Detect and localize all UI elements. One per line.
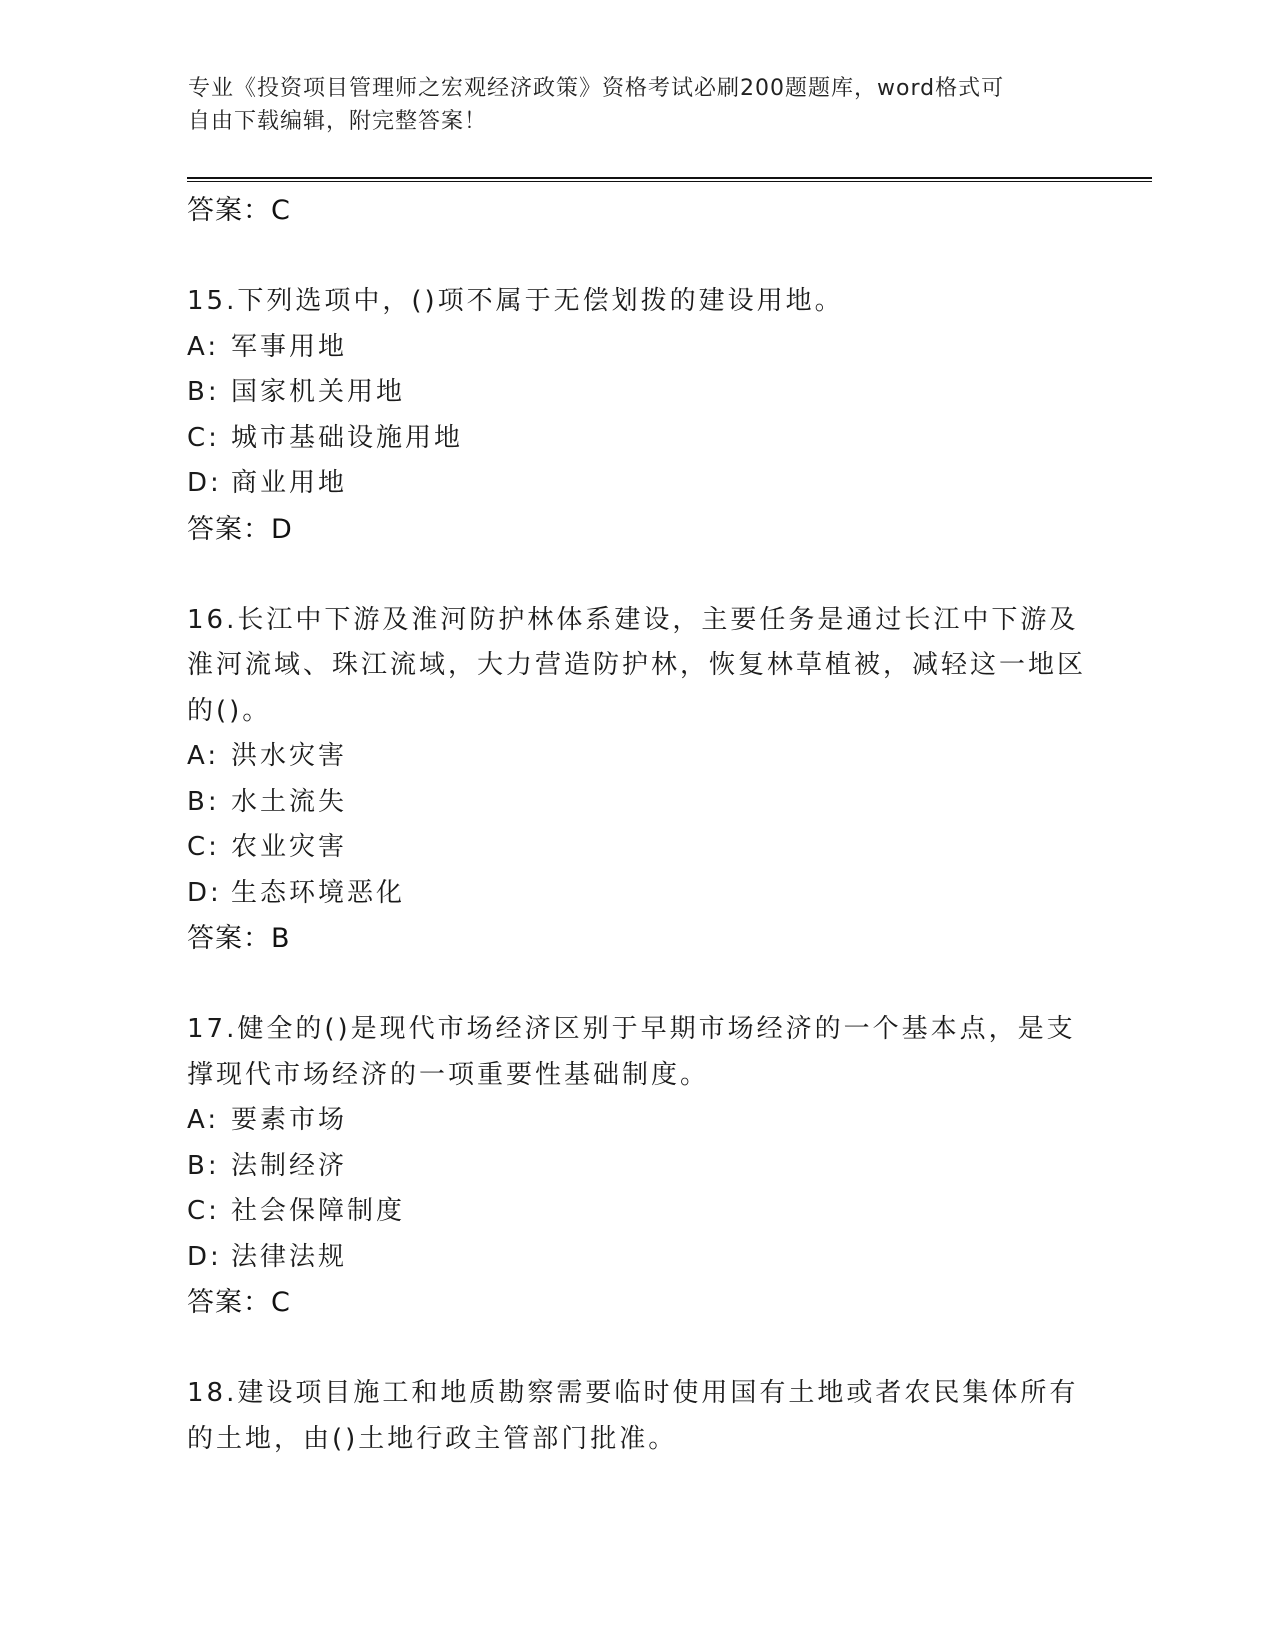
spacer bbox=[187, 233, 1087, 279]
option-d bbox=[187, 871, 1087, 917]
option-key: B: bbox=[187, 1150, 220, 1181]
option-b bbox=[187, 1144, 1087, 1190]
question-text: 15.下列选项中，()项不属于无偿划拨的建设用地。 bbox=[187, 286, 844, 316]
option-c bbox=[187, 825, 1087, 871]
option-a bbox=[187, 1098, 1087, 1144]
option-text: 水土流失 bbox=[231, 786, 348, 817]
header-line-1: 专业《投资项目管理师之宏观经济政策》资格考试必刷200题题库，word格式可 bbox=[188, 76, 1005, 101]
spacer bbox=[187, 1325, 1087, 1371]
option-key: B: bbox=[187, 786, 220, 817]
option-key: D: bbox=[187, 468, 222, 498]
spacer bbox=[187, 552, 1087, 598]
option-key: C: bbox=[187, 832, 220, 862]
answer-line: 答案：D bbox=[187, 513, 293, 545]
option-key: A: bbox=[187, 331, 220, 362]
option-b bbox=[187, 370, 1087, 416]
option-key: A: bbox=[187, 1105, 220, 1135]
option-key: D: bbox=[187, 877, 222, 908]
option-key: A: bbox=[187, 741, 220, 771]
option-text: 法律法规 bbox=[231, 1241, 348, 1272]
option-key: C: bbox=[187, 1196, 220, 1226]
question-text: 16.长江中下游及淮河防护林体系建设，主要任务是通过长江中下游及淮河流域、珠江流域，大力营造防护林，恢复林草植被，减轻这一地区的()。 bbox=[187, 604, 1087, 726]
answer-line: 答案：B bbox=[187, 923, 291, 954]
option-text: 生态环境恶化 bbox=[231, 877, 406, 908]
option-d bbox=[187, 461, 1087, 507]
answer-line: 答案：C bbox=[187, 1287, 291, 1318]
option-a bbox=[187, 734, 1087, 780]
option-text: 商业用地 bbox=[231, 468, 348, 498]
option-text: 社会保障制度 bbox=[231, 1196, 406, 1226]
question-text: 17.健全的()是现代市场经济区别于早期市场经济的一个基本点，是支撑现代市场经济的一项重要性基础制度。 bbox=[187, 1014, 1076, 1090]
header-divider bbox=[187, 177, 1152, 182]
option-text: 军事用地 bbox=[231, 331, 348, 362]
option-c bbox=[187, 1189, 1087, 1235]
option-b bbox=[187, 780, 1087, 826]
option-d bbox=[187, 1235, 1087, 1281]
document-header bbox=[188, 72, 1068, 138]
option-text: 农业灾害 bbox=[231, 832, 348, 862]
option-text: 国家机关用地 bbox=[231, 377, 406, 407]
option-key: C: bbox=[187, 422, 220, 453]
option-c bbox=[187, 416, 1087, 462]
question-text: 18.建设项目施工和地质勘察需要临时使用国有土地或者农民集体所有的土地，由()土地行政主管部门批准。 bbox=[187, 1378, 1079, 1454]
question-list bbox=[187, 188, 1087, 1462]
option-key: B: bbox=[187, 377, 220, 407]
option-text: 要素市场 bbox=[231, 1105, 348, 1135]
spacer bbox=[187, 961, 1087, 1007]
option-key: D: bbox=[187, 1241, 222, 1272]
option-text: 法制经济 bbox=[231, 1150, 348, 1181]
option-text: 城市基础设施用地 bbox=[231, 422, 464, 453]
option-a bbox=[187, 325, 1087, 371]
header-line-2: 自由下载编辑，附完整答案！ bbox=[188, 109, 488, 134]
option-text: 洪水灾害 bbox=[231, 741, 348, 771]
answer-line: 答案：C bbox=[187, 195, 291, 226]
